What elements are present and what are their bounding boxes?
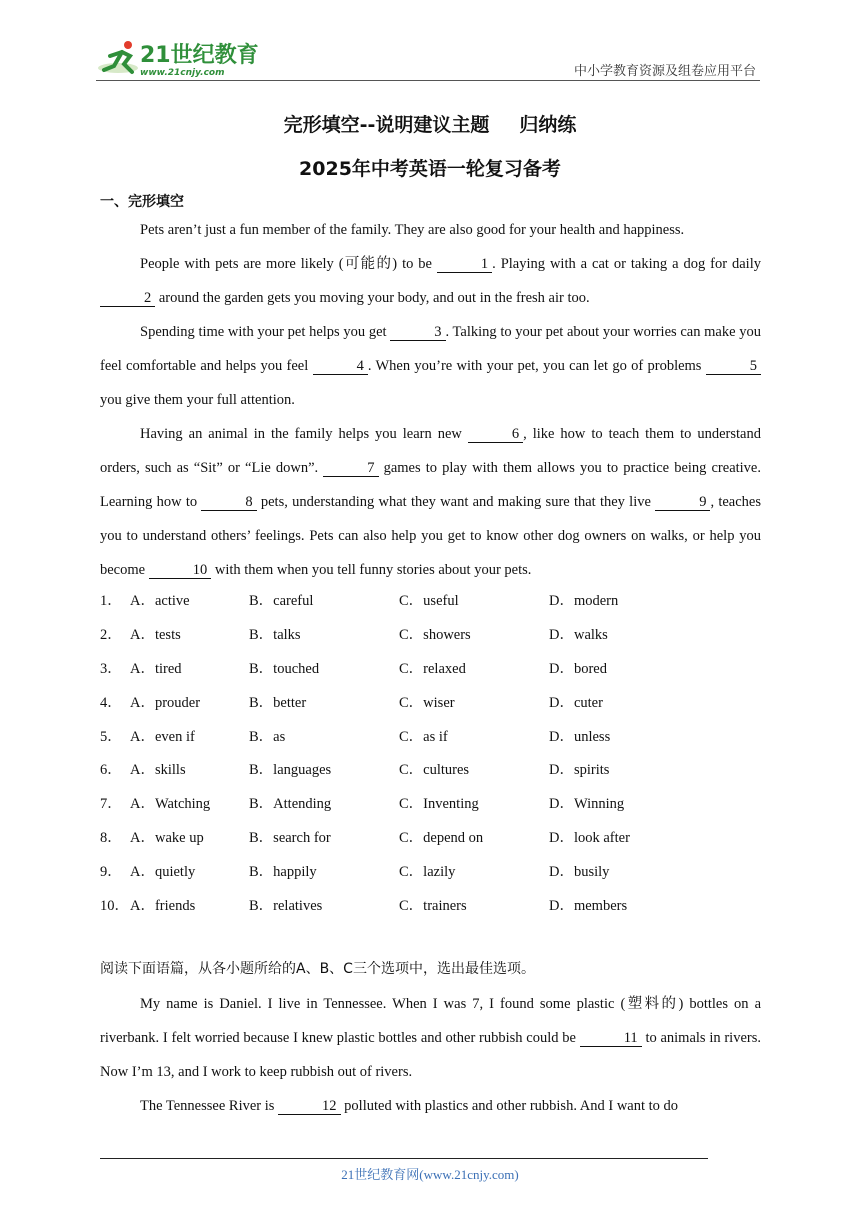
option-b: B．talks [249, 627, 301, 644]
option-d: D．look after [549, 829, 630, 846]
question-number: 10． [100, 897, 129, 914]
question-row [100, 684, 760, 718]
question-number: 1． [100, 593, 122, 610]
question-row [100, 651, 760, 685]
runner-logo-icon [96, 38, 266, 80]
paragraph-text: polluted with plastics and other rubbish. And I want to do [340, 1098, 679, 1114]
option-b: B．Attending [249, 796, 332, 813]
blank-8: 8 [201, 494, 256, 511]
paragraph-text: , teaches you to understand others’ feelings. Pets can also help you get to know other dog owners on walks, or help you become [100, 494, 761, 578]
title-type: 归纳练 [519, 114, 577, 136]
question-number: 2． [100, 627, 122, 644]
option-a: A．skills [130, 762, 186, 779]
option-c: C．useful [399, 593, 459, 610]
option-a: A．prouder [130, 694, 201, 711]
option-c: C．cultures [399, 762, 470, 779]
paragraph-text: . Talking to your pet about your worries can make you feel comfortable and helps you feel [100, 324, 761, 374]
header-platform-name: 中小学教育资源及组卷应用平台 [573, 64, 756, 79]
option-c: C．wiser [399, 694, 455, 711]
paragraph-text: pets, understanding what they want and making sure that they live [256, 494, 656, 510]
paragraph-text: with them when you tell funny stories about your pets. [211, 562, 532, 578]
question-row [100, 752, 760, 786]
passage-1 [100, 213, 761, 587]
question-row [100, 718, 760, 752]
option-a: A．tired [130, 660, 182, 677]
paragraph [100, 987, 761, 1089]
blank-9: 9 [655, 494, 710, 511]
paragraph-text: , like how to teach them to understand orders, such as “Sit” or “Lie down”. [100, 426, 761, 476]
paragraph [100, 315, 761, 417]
option-d: D．walks [549, 627, 608, 644]
option-b: B．languages [249, 762, 332, 779]
question-number: 9． [100, 863, 122, 880]
blank-10: 10 [149, 562, 212, 579]
reading-instruction: 阅读下面语篇，从各小题所给的A、B、C三个选项中，选出最佳选项。 [100, 961, 535, 977]
option-a: A．friends [130, 897, 196, 914]
option-c: C．relaxed [399, 660, 466, 677]
footer-divider [100, 1158, 708, 1159]
paragraph [100, 247, 761, 315]
section-heading: 一、完形填空 [100, 194, 184, 210]
paragraph [100, 1089, 761, 1123]
option-c: C．as if [399, 728, 448, 745]
option-c: C．Inventing [399, 796, 479, 813]
question-row [100, 853, 760, 887]
question-number: 4． [100, 694, 122, 711]
option-a: A．quietly [130, 863, 196, 880]
paragraph-text: Having an animal in the family helps you learn new [140, 426, 468, 442]
paragraph-text: My name is Daniel. I live in Tennessee. When I was 7, I found some plastic (塑料的) bottles on a riverbank. I felt worried because I knew plastic bottles and other rubbish could be [100, 996, 761, 1046]
passage-2 [100, 987, 761, 1123]
blank-4: 4 [313, 358, 368, 375]
paragraph-text: . Playing with a cat or taking a dog for daily [492, 256, 761, 272]
question-number: 5． [100, 728, 122, 745]
question-row [100, 617, 760, 651]
paragraph-text: you give them your full attention. [100, 392, 295, 408]
option-b: B．touched [249, 660, 320, 677]
question-number: 3． [100, 660, 122, 677]
blank-1: 1 [437, 256, 492, 273]
option-c: C．showers [399, 627, 471, 644]
question-options [100, 583, 760, 921]
option-b: B．relatives [249, 897, 323, 914]
question-row [100, 583, 760, 617]
option-b: B．happily [249, 863, 317, 880]
option-c: C．depend on [399, 829, 484, 846]
svg-text:21世纪教育: 21世纪教育 [140, 43, 259, 68]
paragraph [100, 213, 761, 247]
paragraph-text: The Tennessee River is [140, 1098, 279, 1114]
paragraph-text: . When you’re with your pet, you can let go of problems [367, 358, 706, 374]
question-number: 8． [100, 829, 122, 846]
svg-text:www.21cnjy.com: www.21cnjy.com [140, 68, 225, 78]
option-a: A．active [130, 593, 190, 610]
footer-source: 21世纪教育网(www.21cnjy.com) [341, 1167, 519, 1182]
blank-5: 5 [706, 358, 761, 375]
site-logo [96, 38, 266, 80]
doc-subtitle: 2025年中考英语一轮复习备考 [299, 158, 561, 180]
question-row [100, 786, 760, 820]
paragraph-text: Pets aren’t just a fun member of the family. They are also good for your health and happiness. [140, 222, 685, 238]
option-b: B．careful [249, 593, 314, 610]
question-number: 7． [100, 796, 122, 813]
blank-2: 2 [100, 290, 155, 307]
blank-11: 11 [580, 1030, 642, 1047]
question-number: 6． [100, 762, 122, 779]
option-d: D．modern [549, 593, 619, 610]
option-d: D．bored [549, 660, 607, 677]
option-d: D．unless [549, 728, 611, 745]
option-a: A．tests [130, 627, 181, 644]
title-topic: 完形填空--说明建议主题 [283, 114, 490, 136]
option-d: D．cuter [549, 694, 603, 711]
option-d: D．spirits [549, 762, 610, 779]
question-row [100, 820, 760, 854]
blank-3: 3 [390, 324, 445, 341]
option-a: A．wake up [130, 829, 204, 846]
question-row [100, 887, 760, 921]
option-d: D．members [549, 897, 628, 914]
option-a: A．Watching [130, 796, 211, 813]
doc-title [0, 110, 860, 137]
option-a: A．even if [130, 728, 195, 745]
option-d: D．busily [549, 863, 610, 880]
option-c: C．trainers [399, 897, 467, 914]
option-c: C．lazily [399, 863, 456, 880]
paragraph-text: around the garden gets you moving your body, and out in the fresh air too. [155, 290, 590, 306]
option-d: D．Winning [549, 796, 625, 813]
option-b: B．search for [249, 829, 331, 846]
paragraph-text: to animals in rivers. Now I’m 13, and I work to keep rubbish out of rivers. [100, 1030, 761, 1080]
blank-6: 6 [468, 426, 523, 443]
option-b: B．better [249, 694, 307, 711]
paragraph-text: People with pets are more likely (可能的) to be [140, 256, 437, 272]
header-divider [96, 80, 760, 81]
option-b: B．as [249, 728, 286, 745]
paragraph-text: Spending time with your pet helps you get [140, 324, 391, 340]
blank-12: 12 [278, 1098, 341, 1115]
paragraph-text: games to play with them allows you to practice being creative. Learning how to [100, 460, 761, 510]
paragraph [100, 417, 761, 587]
blank-7: 7 [323, 460, 378, 477]
